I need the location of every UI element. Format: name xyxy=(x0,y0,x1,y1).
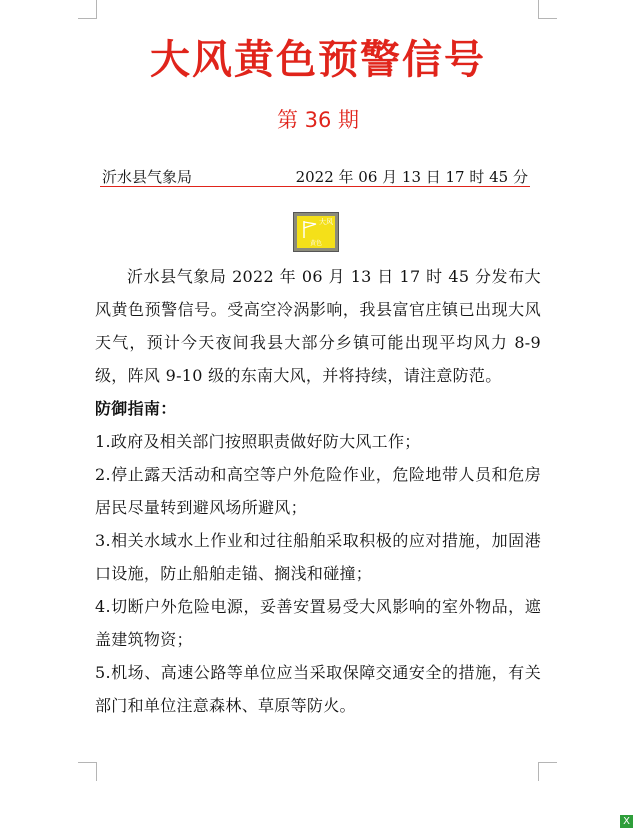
crop-mark-bottom-left xyxy=(78,762,97,781)
signal-top-text: 大风 xyxy=(319,218,333,226)
guide-item-3: 3.相关水域水上作业和过往船舶采取积极的应对措施，加固港口设施，防止船舶走锚、搁浅和碰撞； xyxy=(95,531,541,583)
guide-item-5: 5.机场、高速公路等单位应当采取保障交通安全的措施，有关部门和单位注意森林、草原等防火。 xyxy=(95,663,541,715)
signal-bottom-text: 黄色 xyxy=(309,240,322,247)
document-title: 大风黄色预警信号 xyxy=(150,37,486,83)
guide-item-1: 1.政府及相关部门按照职责做好防大风工作； xyxy=(95,432,421,451)
crop-mark-bottom-right xyxy=(538,762,557,781)
lead-paragraph: 沂水县气象局 2022 年 06 月 13 日 17 时 45 分发布大风黄色预警信号。受高空冷涡影响，我县富官庄镇已出现大风天气，预计今天夜间我县大部分乡镇可能出现平均风力 8-9 级，阵风 9-10 级的东南大风，并将持续，请注意防范。 xyxy=(95,267,541,385)
issuer-name: 沂水县气象局 xyxy=(102,168,193,186)
guide-item-2: 2.停止露天活动和高空等户外危险作业，危险地带人员和危房居民尽量转到避风场所避风； xyxy=(95,465,541,517)
issued-time: 2022 年 06 月 13 日 17 时 45 分 xyxy=(295,168,528,186)
gale-yellow-warning-icon xyxy=(293,212,339,252)
guide-heading: 防御指南： xyxy=(95,399,177,418)
excel-icon[interactable]: X xyxy=(620,815,633,828)
document-body xyxy=(95,260,541,722)
crop-mark-top-left xyxy=(78,0,97,19)
crop-mark-top-right xyxy=(538,0,557,19)
issue-number: 第 36 期 xyxy=(276,108,360,132)
guide-item-4: 4.切断户外危险电源，妥善安置易受大风影响的室外物品，遮盖建筑物资； xyxy=(95,597,541,649)
wind-flag-icon xyxy=(301,219,319,239)
issuer-line xyxy=(100,164,530,187)
